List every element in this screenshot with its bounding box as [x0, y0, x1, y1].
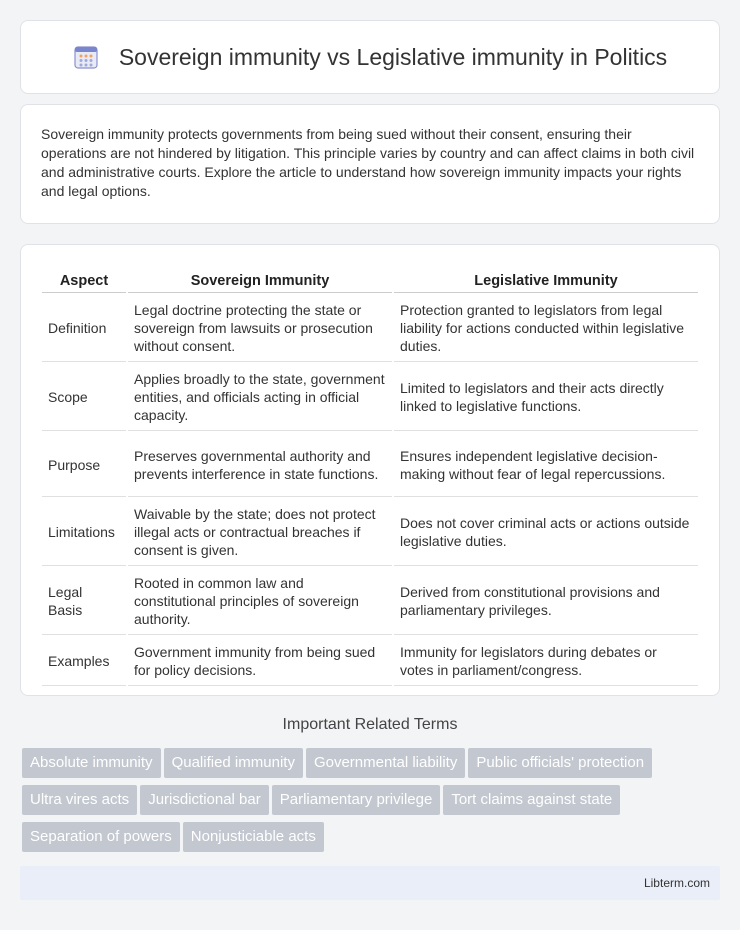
calendar-grid-icon — [73, 44, 99, 70]
sovereign-cell: Rooted in common law and constitutional principles of sovereign authority. — [128, 568, 392, 635]
footer-brand-link[interactable]: Libterm.com — [643, 876, 710, 890]
table-row — [42, 637, 698, 686]
table-row — [42, 433, 698, 497]
sovereign-cell: Government immunity from being sued for policy decisions. — [128, 637, 392, 686]
page-title: Sovereign immunity vs Legislative immunity in Politics — [118, 43, 668, 70]
related-term-tag[interactable]: Absolute immunity — [22, 748, 161, 778]
sovereign-cell: Applies broadly to the state, government entities, and officials acting in official capacity. — [128, 364, 392, 431]
related-term-tag[interactable]: Governmental liability — [306, 748, 465, 778]
table-row — [42, 568, 698, 635]
comparison-table — [40, 267, 700, 688]
related-term-tag[interactable]: Separation of powers — [22, 822, 180, 852]
legislative-cell: Immunity for legislators during debates or votes in parliament/congress. — [394, 637, 698, 686]
sovereign-cell: Waivable by the state; does not protect illegal acts or contractual breaches if consent is given. — [128, 499, 392, 566]
related-term-tag[interactable]: Jurisdictional bar — [140, 785, 269, 815]
legislative-cell: Does not cover criminal acts or actions outside legislative duties. — [394, 499, 698, 566]
aspect-cell: Scope — [42, 364, 126, 431]
comparison-card — [20, 244, 720, 696]
intro-text: Sovereign immunity protects governments from being sued without their consent, ensuring their operations are not hindered by litigation. This principle varies by country and can affect claims in both civil and administrative courts. Explore the article to understand how sovereign immunity impacts your rights and legal options. — [41, 126, 695, 199]
column-header: Sovereign Immunity — [128, 269, 392, 293]
footer — [20, 866, 720, 900]
related-term-tag[interactable]: Nonjusticiable acts — [183, 822, 324, 852]
related-term-tag[interactable]: Tort claims against state — [443, 785, 620, 815]
intro-card — [20, 104, 720, 224]
legislative-cell: Derived from constitutional provisions and parliamentary privileges. — [394, 568, 698, 635]
aspect-cell: Definition — [42, 295, 126, 362]
legislative-cell: Ensures independent legislative decision-making without fear of legal repercussions. — [394, 433, 698, 497]
aspect-cell: Examples — [42, 637, 126, 686]
column-header: Legislative Immunity — [394, 269, 698, 293]
table-row — [42, 295, 698, 362]
aspect-cell: Purpose — [42, 433, 126, 497]
related-term-tag[interactable]: Qualified immunity — [164, 748, 303, 778]
aspect-cell: Legal Basis — [42, 568, 126, 635]
related-terms-heading: Important Related Terms — [282, 716, 458, 733]
sovereign-cell: Preserves governmental authority and prevents interference in state functions. — [128, 433, 392, 497]
title-card — [20, 20, 720, 94]
legislative-cell: Protection granted to legislators from legal liability for actions conducted within legislative duties. — [394, 295, 698, 362]
legislative-cell: Limited to legislators and their acts directly linked to legislative functions. — [394, 364, 698, 431]
related-term-tag[interactable]: Parliamentary privilege — [272, 785, 441, 815]
aspect-cell: Limitations — [42, 499, 126, 566]
sovereign-cell: Legal doctrine protecting the state or sovereign from lawsuits or prosecution without consent. — [128, 295, 392, 362]
table-row — [42, 499, 698, 566]
related-term-tag[interactable]: Public officials' protection — [468, 748, 652, 778]
column-header: Aspect — [42, 269, 126, 293]
related-terms-list — [22, 748, 722, 859]
table-row — [42, 364, 698, 431]
related-term-tag[interactable]: Ultra vires acts — [22, 785, 137, 815]
table-header-row — [42, 269, 698, 293]
